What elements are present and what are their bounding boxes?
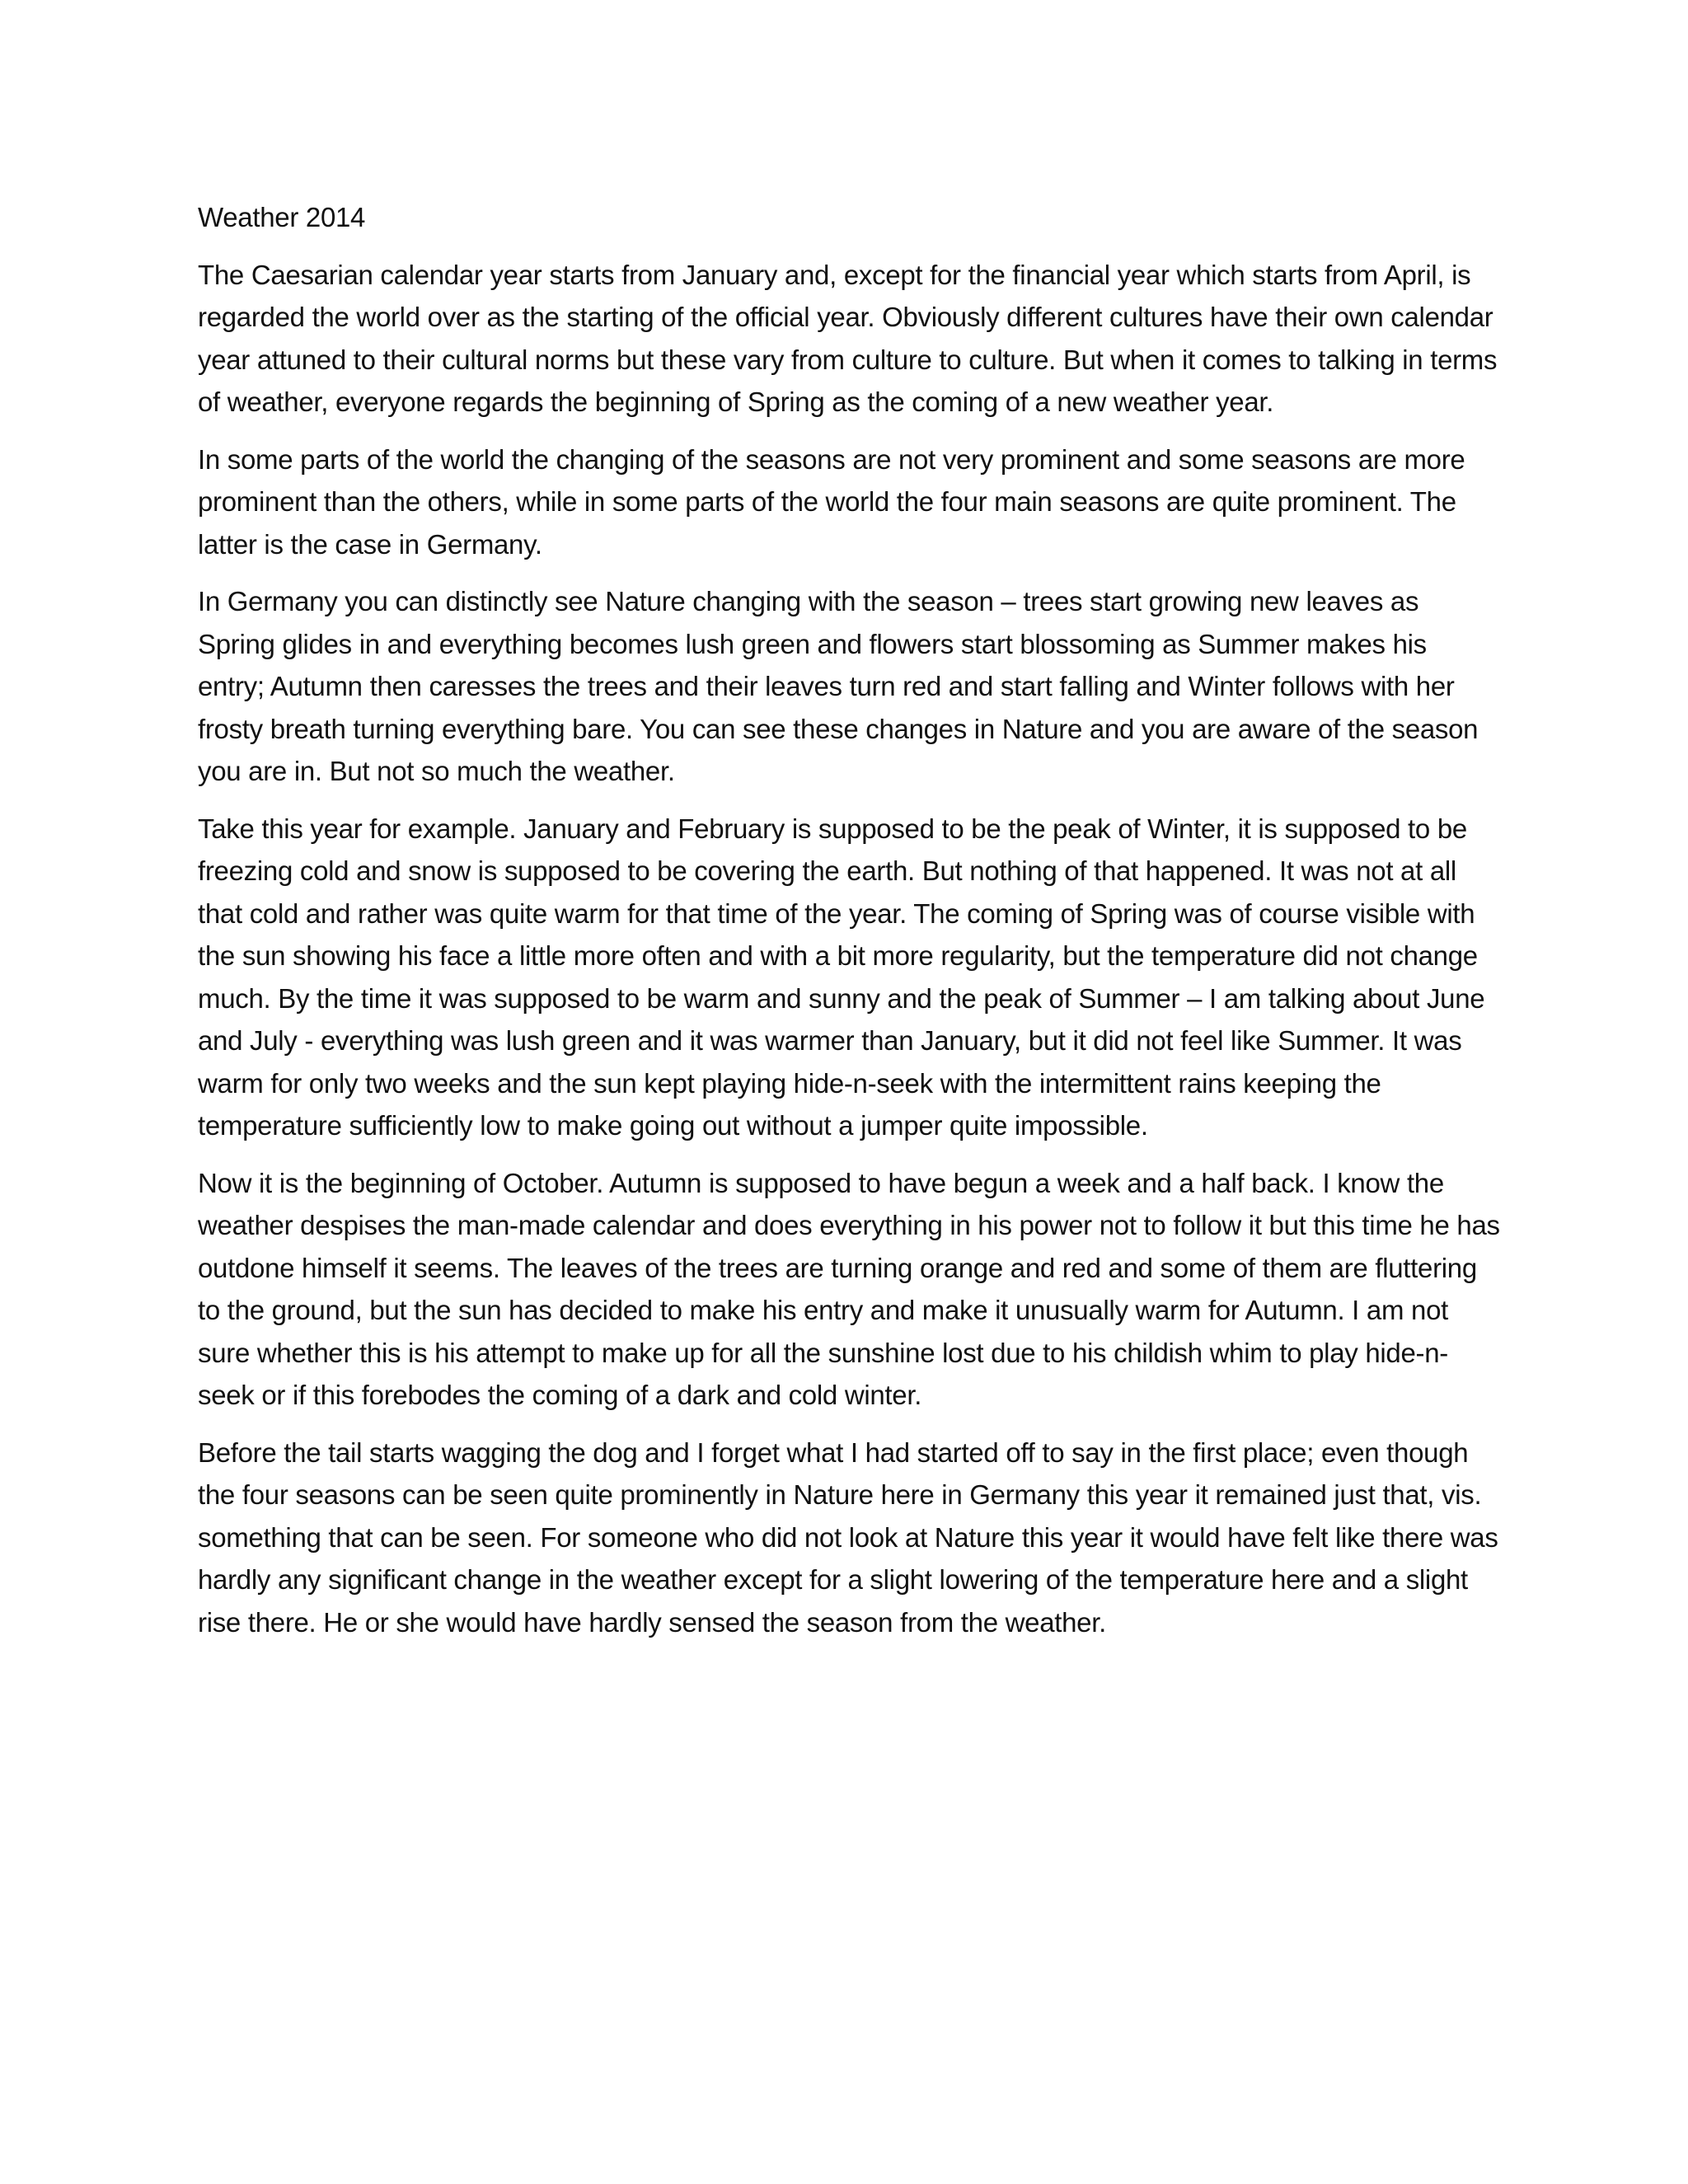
- paragraph-calendar-year: The Caesarian calendar year starts from January and, except for the financial year which starts from April, is regarded the world over as the starting of the official year. Obviously different cultures have their own calendar year attuned to their cultural norms but these vary from culture to culture. But when it comes to talking in terms of weather, everyone regards the beginning of Spring as the coming of a new weather year.: [198, 259, 1498, 417]
- paragraph-this-year-example: Take this year for example. January and February is supposed to be the peak of Winter, it is supposed to be freezing cold and snow is supposed to be covering the earth. But nothing of that happened. It was not at all that cold and rather was quite warm for that time of the year. The coming of Spring was of course visible with the sun showing his face a little more often and with a bit more regularity, but the temperature did not change much. By the time it was supposed to be warm and sunny and the peak of Summer – I am talking about June and July - everything was lush green and it was warmer than January, but it did not feel like Summer. It was warm for only two weeks and the sun kept playing hide-n-seek with the intermittent rains keeping the temperature sufficiently low to make going out without a jumper quite impossible.: [198, 813, 1485, 1141]
- paragraph-conclusion: Before the tail starts wagging the dog and I forget what I had started off to say in the first place; even though the four seasons can be seen quite prominently in Nature here in Germany this year it remained just that, vis. something that can be seen. For someone who did not look at Nature this year it would have felt like there was hardly any significant change in the weather except for a slight lowering of the temperature here and a slight rise there. He or she would have hardly sensed the season from the weather.: [198, 1436, 1498, 1638]
- paragraph-nature-changes: In Germany you can distinctly see Nature changing with the season – trees start growing new leaves as Spring glides in and everything becomes lush green and flowers start blossoming as Summer makes his entry; Autumn then caresses the trees and their leaves turn red and start falling and Winter follows with her frosty breath turning everything bare. You can see these changes in Nature and you are aware of the season you are in. But not so much the weather.: [198, 586, 1479, 786]
- paragraph-seasons-prominence: In some parts of the world the changing of the seasons are not very prominent and some seasons are more prominent than the others, while in some parts of the world the four main seasons are quite prominent. The latter is the case in Germany.: [198, 443, 1465, 560]
- paragraph-october: Now it is the beginning of October. Autumn is supposed to have begun a week and a half back. I know the weather despises the man-made calendar and does everything in his power not to follow it but this time he has outdone himself it seems. The leaves of the trees are turning orange and red and some of them are fluttering to the ground, but the sun has decided to make his entry and make it unusually warm for Autumn. I am not sure whether this is his attempt to make up for all the sunshine lost due to his childish whim to play hide-n-seek or if this forebodes the coming of a dark and cold winter.: [198, 1167, 1500, 1410]
- document-title: Weather 2014: [198, 202, 366, 232]
- document-body: [198, 196, 1500, 1658]
